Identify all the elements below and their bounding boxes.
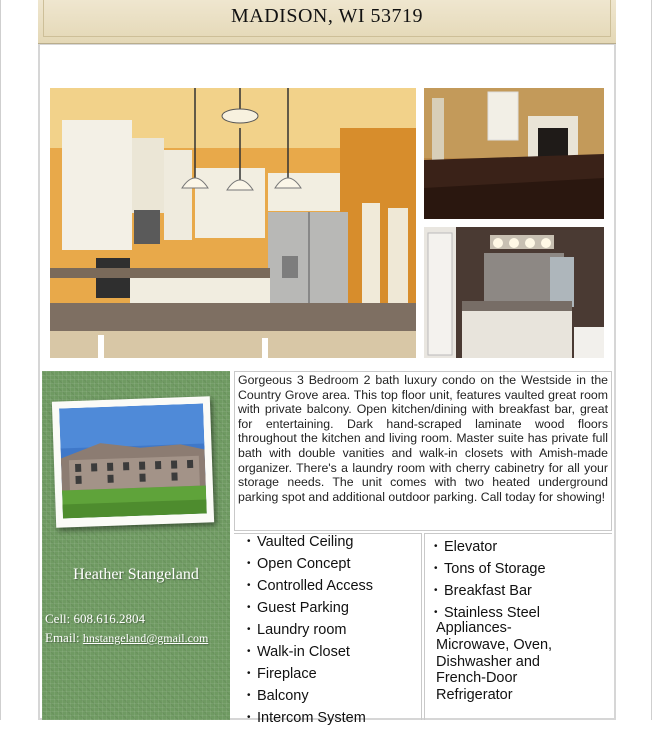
bullet-icon: • bbox=[247, 624, 251, 635]
bullet-icon: • bbox=[434, 563, 438, 574]
feature-item: • Walk-in Closet bbox=[247, 641, 373, 663]
bullet-icon: • bbox=[247, 668, 251, 679]
kitchen-photo bbox=[50, 88, 416, 358]
feature-item: • Elevator bbox=[434, 536, 546, 558]
feature-item: • Guest Parking bbox=[247, 597, 373, 619]
bullet-icon: • bbox=[434, 541, 438, 552]
feature-item: • Tons of Storage bbox=[434, 558, 546, 580]
feature-item: • Vaulted Ceiling bbox=[247, 531, 373, 553]
features-right-list bbox=[434, 536, 546, 624]
feature-item: • Fireplace bbox=[247, 663, 373, 685]
header-banner bbox=[38, 0, 616, 44]
features-left-column bbox=[234, 533, 422, 726]
agent-email-label: Email: bbox=[45, 630, 83, 645]
bullet-icon: • bbox=[247, 536, 251, 547]
property-description: Gorgeous 3 Bedroom 2 bath luxury condo on the Westside in the Country Grove area. This top floor unit, features vaulted great room with private balcony. Open kitchen/dining with breakfast bar, great for entertaining. Dark hand-scraped laminate wood floors throughout the kitchen and living room. Master suite has private full bath with double vanities and walk-in closets with Amish-made organizer. There's a laundry room with cherry cabinetry for all your storage needs. The unit comes with two heated underground parking spot and additional outdoor parking. Call today for showing! bbox=[238, 373, 608, 504]
feature-item: • Laundry room bbox=[247, 619, 373, 641]
appliances-text: Appliances- Microwave, Oven, Dishwasher and French-Door Refrigerator bbox=[436, 620, 553, 704]
bullet-icon: • bbox=[247, 690, 251, 701]
description-box bbox=[234, 371, 612, 531]
bullet-icon: • bbox=[247, 580, 251, 591]
features-right-column bbox=[424, 533, 612, 720]
bullet-icon: • bbox=[247, 558, 251, 569]
agent-cell-phone: Cell: 608.616.2804 bbox=[45, 611, 146, 626]
bullet-icon: • bbox=[247, 646, 251, 657]
feature-item: • Stainless Steel bbox=[434, 602, 546, 624]
condo-exterior-photo bbox=[59, 404, 207, 519]
feature-item: • Intercom System bbox=[247, 707, 373, 729]
agent-name: Heather Stangeland bbox=[73, 566, 199, 583]
bullet-icon: • bbox=[434, 585, 438, 596]
feature-item: • Open Concept bbox=[247, 553, 373, 575]
property-address: MADISON, WI 53719 bbox=[230, 5, 423, 27]
bathroom-photo bbox=[424, 227, 604, 358]
feature-item: • Breakfast Bar bbox=[434, 580, 546, 602]
features-left-list bbox=[247, 531, 373, 729]
exterior-photo-frame bbox=[52, 396, 214, 527]
bullet-icon: • bbox=[434, 607, 438, 618]
bullet-icon: • bbox=[247, 712, 251, 723]
feature-item: • Balcony bbox=[247, 685, 373, 707]
living-room-photo bbox=[424, 88, 604, 219]
feature-item: • Controlled Access bbox=[247, 575, 373, 597]
bullet-icon: • bbox=[247, 602, 251, 613]
agent-email-line bbox=[45, 630, 208, 646]
agent-email-link[interactable]: hnstangeland@gmail.com bbox=[82, 631, 209, 645]
